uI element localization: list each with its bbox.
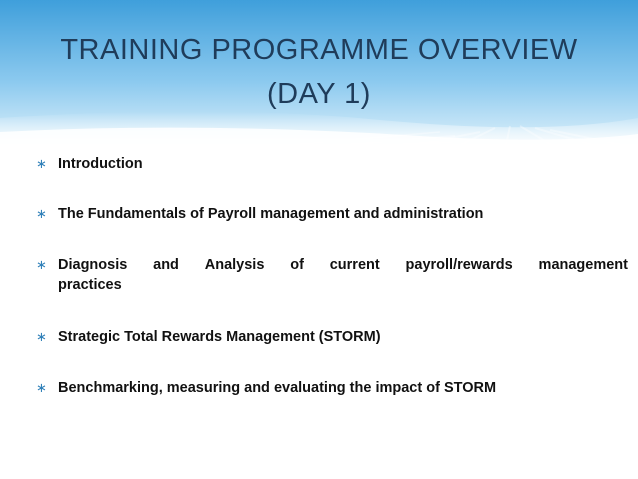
bullet-icon: ∗ xyxy=(36,329,47,344)
word: payroll/rewards xyxy=(405,257,513,273)
bullet-item xyxy=(36,327,628,347)
bullet-item xyxy=(36,154,628,174)
bullet-text-line-1 xyxy=(58,255,628,275)
bullet-icon: ∗ xyxy=(36,206,47,221)
word: of xyxy=(290,257,304,273)
bullet-item xyxy=(36,204,628,224)
title-line-1: TRAINING PROGRAMME OVERVIEW xyxy=(60,34,578,66)
word: Analysis xyxy=(204,257,265,273)
bullet-item xyxy=(36,378,628,398)
bullet-text: Benchmarking, measuring and evaluating the impact of STORM xyxy=(58,380,497,396)
bullet-icon: ∗ xyxy=(36,380,47,395)
bullet-icon: ∗ xyxy=(36,257,47,272)
word: management xyxy=(538,257,628,273)
bullet-icon: ∗ xyxy=(36,156,47,171)
bullet-text: Strategic Total Rewards Management (STORM) xyxy=(58,329,381,345)
word: current xyxy=(329,257,380,273)
word: Diagnosis xyxy=(58,257,128,273)
title-line-2: (DAY 1) xyxy=(267,78,371,110)
bullet-item xyxy=(36,255,628,295)
slide-title xyxy=(20,28,618,116)
bullet-text: The Fundamentals of Payroll management and administration xyxy=(58,206,484,222)
bullet-text-line-2: practices xyxy=(58,277,122,293)
bullet-text: Introduction xyxy=(58,156,143,172)
bullet-text xyxy=(58,255,628,295)
word: and xyxy=(153,257,179,273)
